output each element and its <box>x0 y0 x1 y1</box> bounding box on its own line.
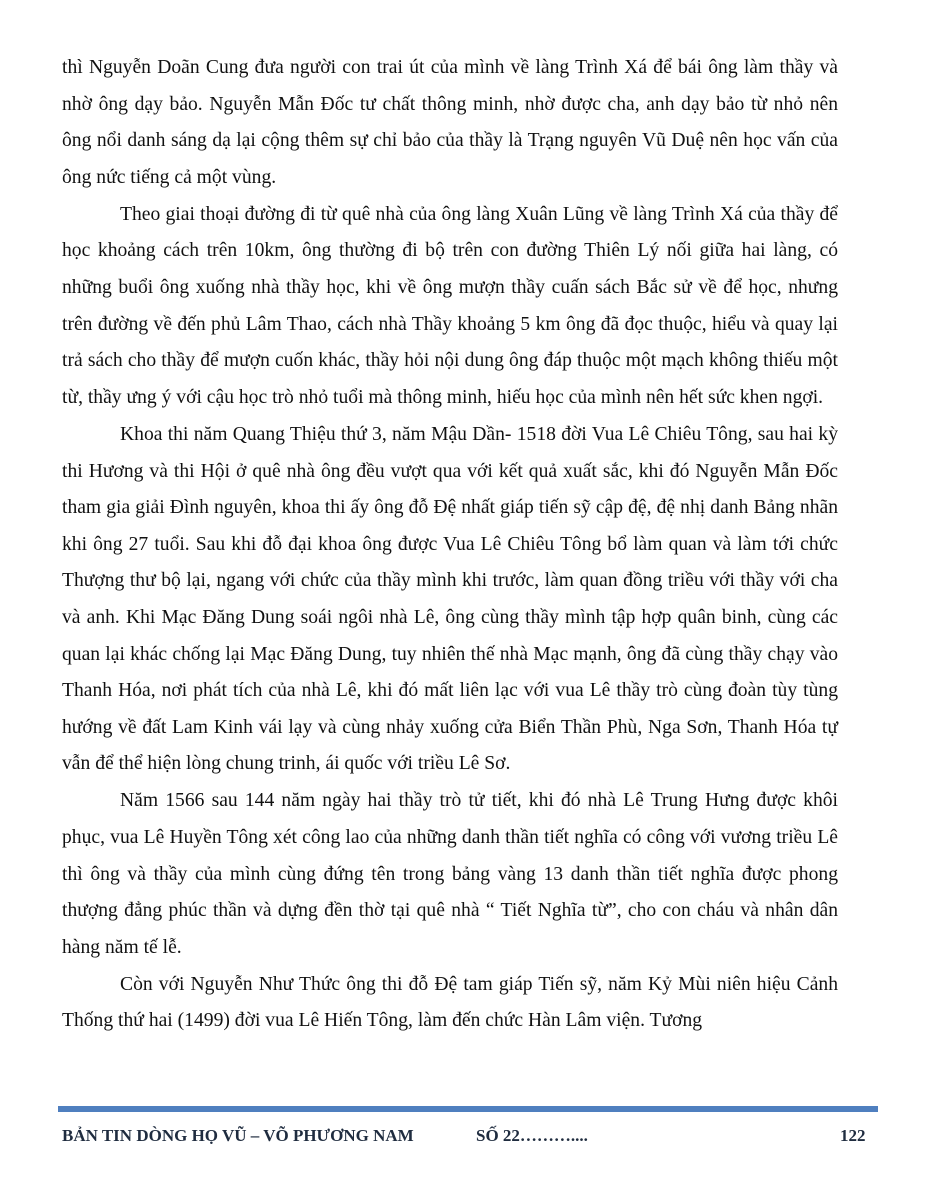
footer-title: BẢN TIN DÒNG HỌ VŨ – VÕ PHƯƠNG NAM <box>62 1126 414 1145</box>
paragraph-3: Khoa thi năm Quang Thiệu thứ 3, năm Mậu Dần- 1518 đời Vua Lê Chiêu Tông, sau hai kỳ thi Hương và thi Hội ở quê nhà ông đều vượt qua với kết quả xuất sắc, khi đó Nguyễn Mẫn Đốc tham gia giải Đình nguyên, khoa thi ấy ông đỗ Đệ nhất giáp tiến sỹ cập đệ, đệ nhị danh Bảng nhãn khi ông 27 tuổi. Sau khi đỗ đại khoa ông được Vua Lê Chiêu Tông bổ làm quan và làm tới chức Thượng thư bộ lại, ngang với chức của thầy mình khi trước, làm quan đồng triều với thầy với cha và anh. Khi Mạc Đăng Dung soái ngôi nhà Lê, ông cùng thầy mình tập hợp quân binh, cùng các quan lại khác chống lại Mạc Đăng Dung, tuy nhiên thế nhà Mạc mạnh, ông đã cùng thầy chạy vào Thanh Hóa, nơi phát tích của nhà Lê, khi đó mất liên lạc với vua Lê thầy trò cùng đoàn tùy tùng hướng về đất Lam Kinh vái lạy và cùng nhảy xuống cửa Biển Thần Phù, Nga Sơn, Thanh Hóa tự vẫn để thể hiện lòng chung trinh, ái quốc với triều Lê Sơ. <box>62 423 838 775</box>
body-text <box>62 50 838 1041</box>
footer-issue: SỐ 22……….... <box>476 1126 588 1145</box>
paragraph-4: Năm 1566 sau 144 năm ngày hai thầy trò tử tiết, khi đó nhà Lê Trung Hưng được khôi phục, vua Lê Huyền Tông xét công lao của những danh thần tiết nghĩa có công với vương triều Lê thì ông và thầy của mình cùng đứng tên trong bảng vàng 13 danh thần tiết nghĩa được phong thượng đẳng phúc thần và dựng đền thờ tại quê nhà “ Tiết Nghĩa từ”, cho con cháu và nhân dân hàng năm tế lễ. <box>62 790 838 958</box>
paragraph-2: Theo giai thoại đường đi từ quê nhà của ông làng Xuân Lũng về làng Trình Xá của thầy để học khoảng cách trên 10km, ông thường đi bộ trên con đường Thiên Lý nối giữa hai làng, có những buổi ông xuống nhà thầy học, khi về ông mượn thầy cuấn sách Bắc sử về để học, nhưng trên đường về đến phủ Lâm Thao, cách nhà Thầy khoảng 5 km ông đã đọc thuộc, hiểu và quay lại trả sách cho thầy để mượn cuốn khác, thầy hỏi nội dung ông đáp thuộc một mạch không thiếu một từ, thầy ưng ý với cậu học trò nhỏ tuổi mà thông minh, hiếu học của mình nên hết sức khen ngợi. <box>62 203 838 408</box>
footer-divider <box>58 1106 878 1112</box>
paragraph-5: Còn với Nguyễn Như Thức ông thi đỗ Đệ tam giáp Tiến sỹ, năm Kỷ Mùi niên hiệu Cảnh Thống thứ hai (1499) đời vua Lê Hiến Tông, làm đến chức Hàn Lâm viện. Tương <box>62 973 838 1032</box>
paragraph-1: thì Nguyễn Doãn Cung đưa người con trai út của mình về làng Trình Xá để bái ông làm thầy và nhờ ông dạy bảo. Nguyễn Mẫn Đốc tư chất thông minh, nhờ được cha, anh dạy bảo từ nhỏ nên ông nổi danh sáng dạ lại cộng thêm sự chỉ bảo của thầy là Trạng nguyên Vũ Duệ nên học vấn của ông nức tiếng cả một vùng. <box>62 57 838 188</box>
page-number: 122 <box>840 1126 866 1145</box>
